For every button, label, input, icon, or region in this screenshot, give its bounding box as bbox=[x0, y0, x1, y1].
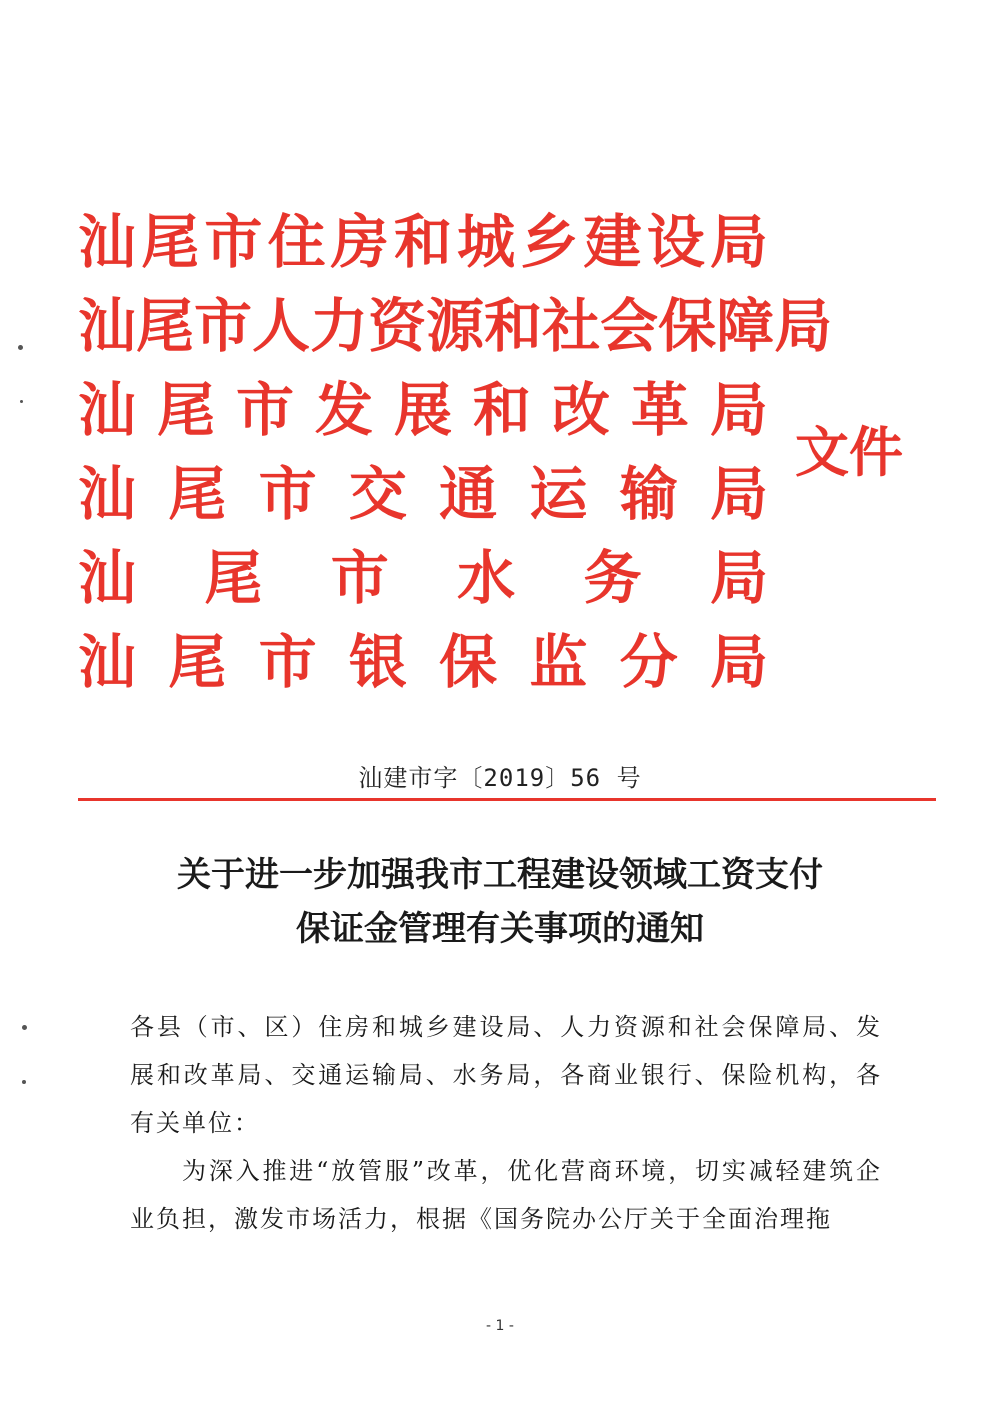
issuer-block bbox=[78, 200, 833, 704]
issuer-line-1 bbox=[78, 200, 768, 284]
red-divider bbox=[78, 798, 936, 801]
issuer-char: 发 bbox=[314, 376, 373, 444]
issuer-char: 社 bbox=[542, 292, 601, 360]
issuer-char: 保 bbox=[439, 628, 498, 696]
issuer-line-3 bbox=[78, 368, 768, 452]
issuer-char: 革 bbox=[630, 376, 689, 444]
issuer-char: 尾 bbox=[168, 628, 227, 696]
issuer-char: 乡 bbox=[520, 208, 579, 276]
page-number: - 1 - bbox=[486, 1318, 514, 1334]
issuer-char: 局 bbox=[709, 544, 768, 612]
issuer-char: 保 bbox=[658, 292, 717, 360]
addressee: 各县（市、区）住房和城乡建设局、人力资源和社会保障局、发展和改革局、交通运输局、水务局，各商业银行、保险机构，各有关单位： bbox=[130, 1013, 882, 1137]
issuer-char: 会 bbox=[600, 292, 659, 360]
document-number: 汕建市字〔2019〕56 号 bbox=[358, 764, 642, 792]
issuer-char: 汕 bbox=[78, 544, 137, 612]
issuer-char: 汕 bbox=[78, 460, 137, 528]
issuer-char: 局 bbox=[709, 628, 768, 696]
issuer-char: 住 bbox=[267, 208, 326, 276]
issuer-char: 交 bbox=[348, 460, 407, 528]
issuer-char: 局 bbox=[709, 460, 768, 528]
issuer-char: 设 bbox=[646, 208, 705, 276]
scan-speck bbox=[22, 1080, 26, 1084]
issuer-line-6 bbox=[78, 620, 768, 704]
issuer-line-2 bbox=[78, 284, 833, 368]
document-suffix: 文件 bbox=[795, 420, 903, 484]
issuer-char: 汕 bbox=[78, 208, 137, 276]
issuer-char: 源 bbox=[426, 292, 485, 360]
scan-speck bbox=[18, 345, 23, 350]
issuer-char: 尾 bbox=[156, 376, 215, 444]
issuer-char: 力 bbox=[310, 292, 369, 360]
issuer-char: 改 bbox=[551, 376, 610, 444]
issuer-char: 汕 bbox=[78, 292, 137, 360]
issuer-char: 尾 bbox=[136, 292, 195, 360]
body-paragraph-1: 为深入推进“放管服”改革，优化营商环境，切实减轻建筑企业负担，激发市场活力，根据《国务院办公厅关于全面治理拖 bbox=[130, 1157, 882, 1233]
issuer-char: 运 bbox=[529, 460, 588, 528]
issuer-char: 尾 bbox=[204, 544, 263, 612]
issuer-char: 市 bbox=[330, 544, 389, 612]
issuer-char: 障 bbox=[716, 292, 775, 360]
issuer-char: 局 bbox=[709, 376, 768, 444]
issuer-char: 市 bbox=[194, 292, 253, 360]
issuer-char: 汕 bbox=[78, 628, 137, 696]
issuer-char: 市 bbox=[258, 628, 317, 696]
document-body bbox=[130, 1003, 882, 1243]
issuer-char: 务 bbox=[583, 544, 642, 612]
issuer-char: 人 bbox=[252, 292, 311, 360]
issuer-char: 输 bbox=[619, 460, 678, 528]
document-title bbox=[0, 848, 1000, 956]
issuer-char: 局 bbox=[774, 292, 833, 360]
issuer-char: 通 bbox=[439, 460, 498, 528]
issuer-char: 市 bbox=[258, 460, 317, 528]
scan-speck bbox=[20, 400, 23, 403]
issuer-char: 资 bbox=[368, 292, 427, 360]
issuer-char: 局 bbox=[709, 208, 768, 276]
issuer-char: 水 bbox=[457, 544, 516, 612]
issuer-char: 建 bbox=[583, 208, 642, 276]
issuer-char: 市 bbox=[204, 208, 263, 276]
issuer-char: 市 bbox=[235, 376, 294, 444]
scan-speck bbox=[22, 1025, 27, 1030]
issuer-line-5 bbox=[78, 536, 768, 620]
issuer-line-4 bbox=[78, 452, 768, 536]
issuer-char: 尾 bbox=[168, 460, 227, 528]
issuer-char: 分 bbox=[619, 628, 678, 696]
issuer-char: 和 bbox=[484, 292, 543, 360]
title-line-1: 关于进一步加强我市工程建设领域工资支付 bbox=[177, 855, 823, 895]
issuer-char: 尾 bbox=[141, 208, 200, 276]
issuer-char: 和 bbox=[393, 208, 452, 276]
issuer-char: 房 bbox=[330, 208, 389, 276]
issuer-char: 汕 bbox=[78, 376, 137, 444]
issuer-char: 银 bbox=[348, 628, 407, 696]
title-line-2: 保证金管理有关事项的通知 bbox=[296, 909, 704, 949]
issuer-char: 城 bbox=[457, 208, 516, 276]
issuer-char: 和 bbox=[472, 376, 531, 444]
issuer-char: 展 bbox=[393, 376, 452, 444]
issuer-char: 监 bbox=[529, 628, 588, 696]
